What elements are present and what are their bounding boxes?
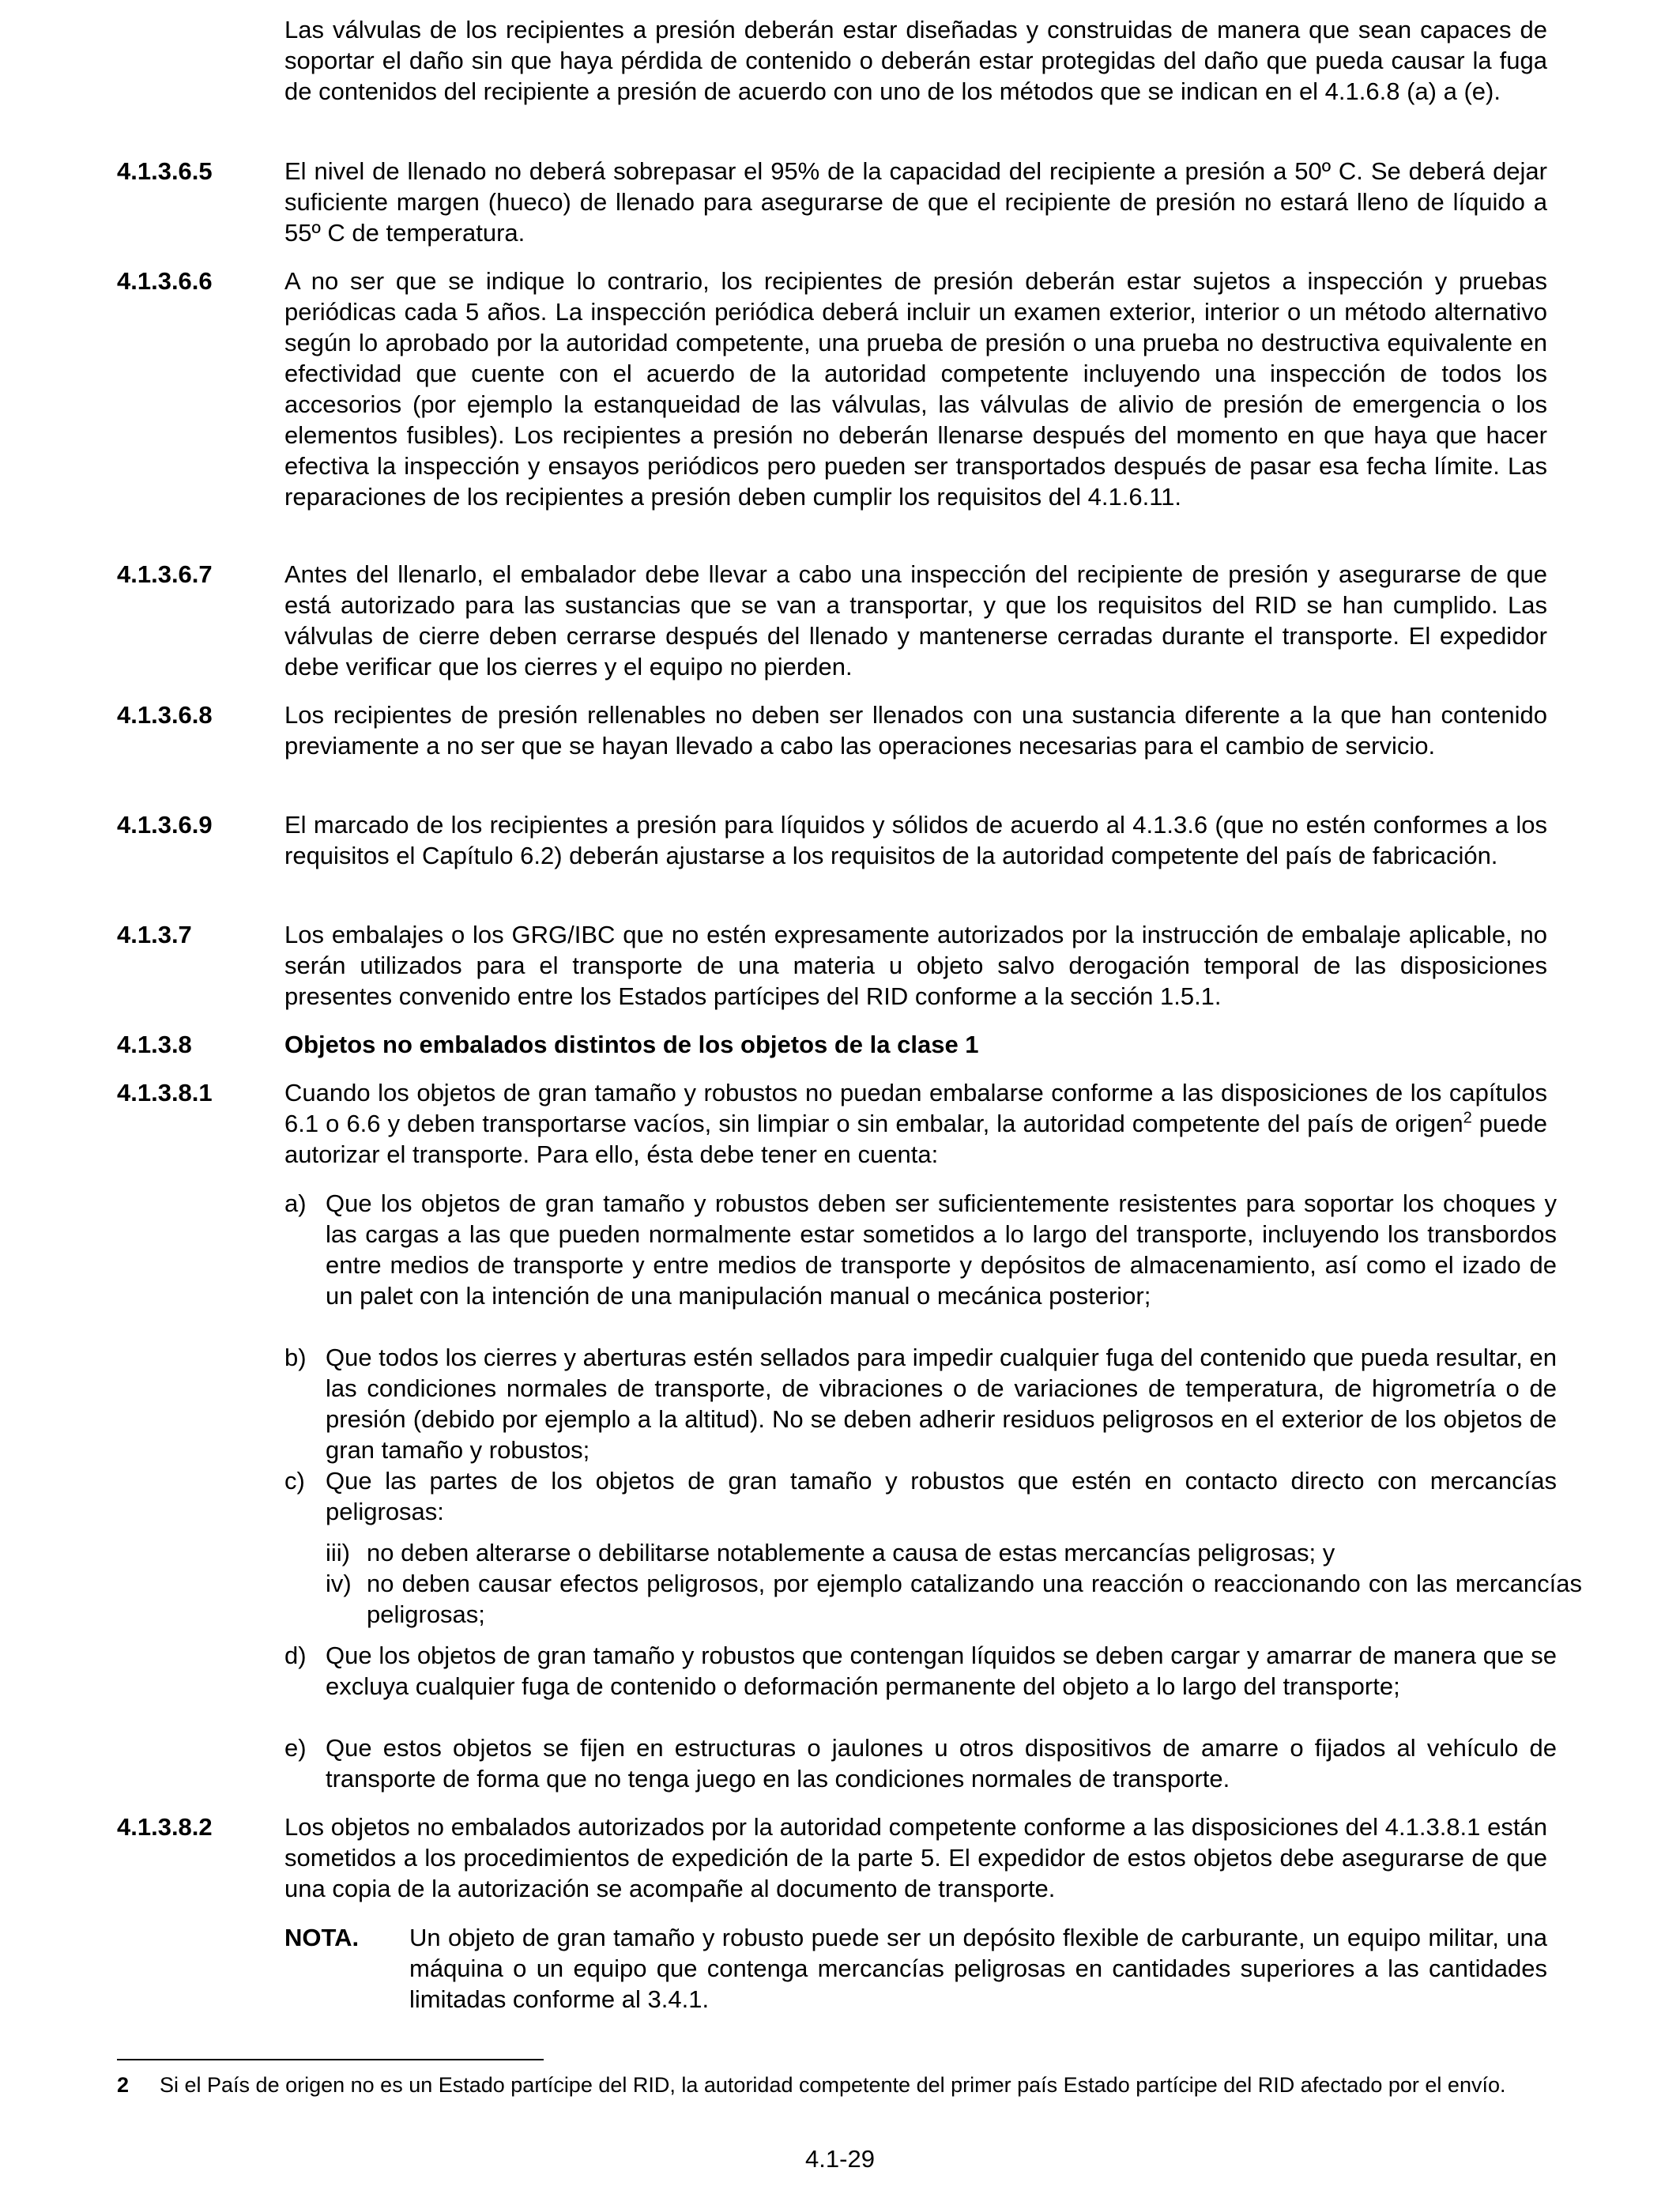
list-label: d) (284, 1642, 307, 1669)
section-number: 4.1.3.6.5 (117, 157, 213, 185)
section-number: 4.1.3.8.1 (117, 1079, 213, 1106)
sub-item-iii (326, 1537, 1582, 1568)
paragraph-4-1-3-6-8 (117, 699, 1547, 761)
section-number: 4.1.3.8.2 (117, 1813, 213, 1841)
list-text: Que todos los cierres y aberturas estén sellados para impedir cualquier fuga del contenido que pueda resultar, en las condiciones normales de transporte, de vibraciones o de variaciones de temperatura, de higrometría o de presión (debido por ejemplo a la altitud). No se deben adherir residuos peligrosos en el exterior de los objetos de gran tamaño y robustos; (326, 1344, 1557, 1464)
paragraph-text: Los embalajes o los GRG/IBC que no estén expresamente autorizados por la instrucción de embalaje aplicable, no serán utilizados para el transporte de una materia u objeto salvo derogación temporal de las disposiciones presentes convenido entre los Estados partícipes del RID conforme a la sección 1.5.1. (284, 921, 1547, 1010)
list-item-d (284, 1640, 1557, 1702)
paragraph-4-1-3-6-7 (117, 559, 1547, 682)
paragraph-text: A no ser que se indique lo contrario, los recipientes de presión deberán estar sujetos a inspección y pruebas periódicas cada 5 años. La inspección periódica deberá incluir un examen exterior, interior o un método alternativo según lo aprobado por la autoridad competente, una prueba de presión o una prueba no destructiva equivalente en efectividad que cuente con el acuerdo de la autoridad competente incluyendo una inspección de todos los accesorios (por ejemplo la estanqueidad de las válvulas, las válvulas de alivio de presión de emergencia o los elementos fusibles). Los recipientes a presión no deberán llenarse después del momento en que haya que hacer efectiva la inspección y ensayos periódicos pero pueden ser transportados después de pasar esa fecha límite. Las reparaciones de los recipientes a presión deben cumplir los requisitos del 4.1.6.11. (284, 267, 1547, 511)
section-number: 4.1.3.6.8 (117, 701, 213, 729)
page-number: 4.1-29 (805, 2145, 875, 2173)
heading-4-1-3-8 (117, 1029, 1547, 1060)
footnote-label: 2 (117, 2073, 130, 2097)
paragraph-text (284, 1077, 1547, 1170)
section-number: 4.1.3.7 (117, 921, 192, 948)
note (284, 1922, 1547, 2015)
sub-list-text: no deben causar efectos peligrosos, por ejemplo catalizando una reacción o reaccionando con las mercancías peligrosas; (367, 1570, 1582, 1628)
list-label: b) (284, 1344, 307, 1371)
note-label: NOTA. (284, 1924, 360, 1951)
list-item-a (284, 1188, 1557, 1311)
section-number: 4.1.3.6.6 (117, 267, 213, 295)
sub-list-label: iii) (326, 1539, 350, 1566)
footnote-divider (117, 2059, 544, 2060)
list-label: e) (284, 1734, 307, 1762)
paragraph-4-1-3-7 (117, 919, 1547, 1012)
paragraph-text: El nivel de llenado no deberá sobrepasar el 95% de la capacidad del recipiente a presión a 50º C. Se deberá dejar suficiente margen (hueco) de llenado para asegurarse de que el recipiente de presión no estará lleno de líquido a 55º C de temperatura. (284, 157, 1547, 247)
paragraph-4-1-3-6-9 (117, 809, 1547, 871)
sub-item-iv (326, 1568, 1582, 1630)
list-text: Que las partes de los objetos de gran tamaño y robustos que estén en contacto directo con mercancías peligrosas: (326, 1467, 1557, 1525)
list-label: a) (284, 1189, 307, 1217)
list-item-b (284, 1342, 1557, 1465)
list-label: c) (284, 1467, 305, 1495)
list-item-e (284, 1732, 1557, 1794)
paragraph-4-1-3-8-1 (117, 1077, 1547, 1170)
paragraph-text: Los objetos no embalados autorizados por la autoridad competente conforme a las disposiciones del 4.1.3.8.1 están sometidos a los procedimientos de expedición de la parte 5. El expedidor de estos objetos debe asegurarse de que una copia de la autorización se acompañe al documento de transporte. (284, 1813, 1547, 1902)
paragraph-text: Las válvulas de los recipientes a presión deberán estar diseñadas y construidas de manera que sean capaces de soportar el daño sin que haya pérdida de contenido o deberán estar protegidas del daño que pueda causar la fuga de contenidos del recipiente a presión de acuerdo con uno de los métodos que se indican en el 4.1.6.8 (a) a (e). (284, 16, 1547, 105)
list-item-c (284, 1465, 1557, 1527)
paragraph-text-part: puede autorizar el transporte. Para ello, ésta debe tener en cuenta: (284, 1110, 1547, 1168)
sub-list-text: no deben alterarse o debilitarse notablemente a causa de estas mercancías peligrosas; y (367, 1539, 1335, 1566)
paragraph-4-1-3-6-5 (117, 156, 1547, 248)
paragraph-intro (117, 14, 1547, 107)
paragraph-text-part: Cuando los objetos de gran tamaño y robustos no puedan embalarse conforme a las disposiciones de los capítulos 6.1 o 6.6 y deben transportarse vacíos, sin limpiar o sin embalar, la autoridad competente del país de origen (284, 1079, 1547, 1137)
footnote-ref: 2 (1463, 1109, 1472, 1127)
paragraph-text: El marcado de los recipientes a presión para líquidos y sólidos de acuerdo al 4.1.3.6 (que no estén conformes a los requisitos el Capítulo 6.2) deberán ajustarse a los requisitos de la autoridad competente del país de fabricación. (284, 811, 1547, 869)
paragraph-4-1-3-8-2 (117, 1811, 1547, 1904)
paragraph-text: Los recipientes de presión rellenables no deben ser llenados con una sustancia diferente a la que han contenido previamente a no ser que se hayan llevado a cabo las operaciones necesarias para el cambio de servicio. (284, 701, 1547, 760)
footnote (117, 2072, 1547, 2098)
section-number: 4.1.3.6.9 (117, 811, 213, 839)
paragraph-4-1-3-6-6 (117, 266, 1547, 512)
list-text: Que estos objetos se fijen en estructuras o jaulones u otros dispositivos de amarre o fijados al vehículo de transporte de forma que no tenga juego en las condiciones normales de transporte. (326, 1734, 1557, 1793)
note-text: Un objeto de gran tamaño y robusto puede ser un depósito flexible de carburante, un equipo militar, una máquina o un equipo que contenga mercancías peligrosas en cantidades superiores a las cantidades limitadas conforme al 3.4.1. (409, 1924, 1547, 2013)
footnote-text: Si el País de origen no es un Estado partícipe del RID, la autoridad competente del primer país Estado partícipe del RID afectado por el envío. (160, 2073, 1506, 2097)
list-text: Que los objetos de gran tamaño y robustos que contengan líquidos se deben cargar y amarrar de manera que se excluya cualquier fuga de contenido o deformación permanente del objeto a lo largo del transporte; (326, 1642, 1557, 1700)
list-text: Que los objetos de gran tamaño y robustos deben ser suficientemente resistentes para soportar los choques y las cargas a las que pueden normalmente estar sometidos a lo largo del transporte, incluyendo los transbordos entre medios de transporte y entre medios de transporte y depósitos de almacenamiento, así como el izado de un palet con la intención de una manipulación manual o mecánica posterior; (326, 1189, 1557, 1310)
section-heading: Objetos no embalados distintos de los objetos de la clase 1 (284, 1031, 979, 1058)
section-number: 4.1.3.8 (117, 1031, 192, 1058)
sub-list-label: iv) (326, 1570, 352, 1597)
section-number: 4.1.3.6.7 (117, 560, 213, 588)
paragraph-text: Antes del llenarlo, el embalador debe llevar a cabo una inspección del recipiente de presión y asegurarse de que está autorizado para las sustancias que se van a transportar, y que los requisitos del RID se han cumplido. Las válvulas de cierre deben cerrarse después del llenado y mantenerse cerradas durante el transporte. El expedidor debe verificar que los cierres y el equipo no pierden. (284, 560, 1547, 680)
